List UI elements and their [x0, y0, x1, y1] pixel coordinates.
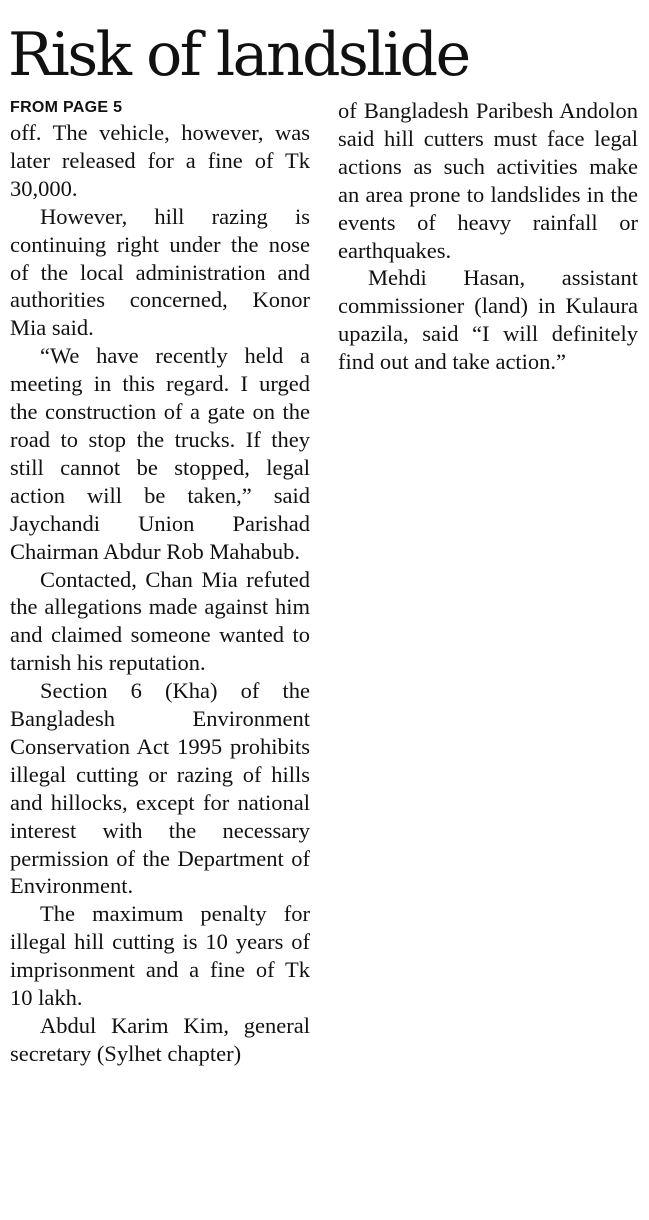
paragraph: of Bangladesh Paribesh Andolon said hill cutters must face legal actions as such activities make an area prone to landslides in the events of heavy rainfall or earthquakes.: [338, 98, 638, 263]
paragraph: Abdul Karim Kim, general secretary (Sylhet chapter): [10, 1013, 310, 1066]
paragraph: Mehdi Hasan, assistant commissioner (land) in Kulaura upazila, said “I will definitely find out and take action.”: [338, 265, 638, 375]
paragraph: However, hill razing is continuing right under the nose of the local administration and authorities concerned, Konor Mia said.: [10, 203, 310, 341]
continued-from-label: FROM PAGE 5: [10, 99, 123, 116]
article-column-left: [10, 97, 310, 1068]
paragraph: off. The vehicle, however, was later released for a fine of Tk 30,000.: [10, 120, 310, 201]
paragraph: Section 6 (Kha) of the Bangladesh Environment Conservation Act 1995 prohibits illegal cutting or razing of hills and hillocks, except for national interest with the necessary permission of the Department of Environment.: [10, 678, 310, 899]
headline: Risk of landslide: [8, 20, 469, 90]
paragraph: The maximum penalty for illegal hill cutting is 10 years of imprisonment and a fine of Tk 10 lakh.: [10, 901, 310, 1011]
paragraph: Contacted, Chan Mia refuted the allegations made against him and claimed someone wanted to tarnish his reputation.: [10, 566, 310, 676]
article-column-right: [338, 97, 638, 376]
paragraph: “We have recently held a meeting in this regard. I urged the construction of a gate on the road to stop the trucks. If they still cannot be stopped, legal action will be taken,” said Jaychandi Union Parishad Chairman Abdur Rob Mahabub.: [10, 343, 310, 564]
